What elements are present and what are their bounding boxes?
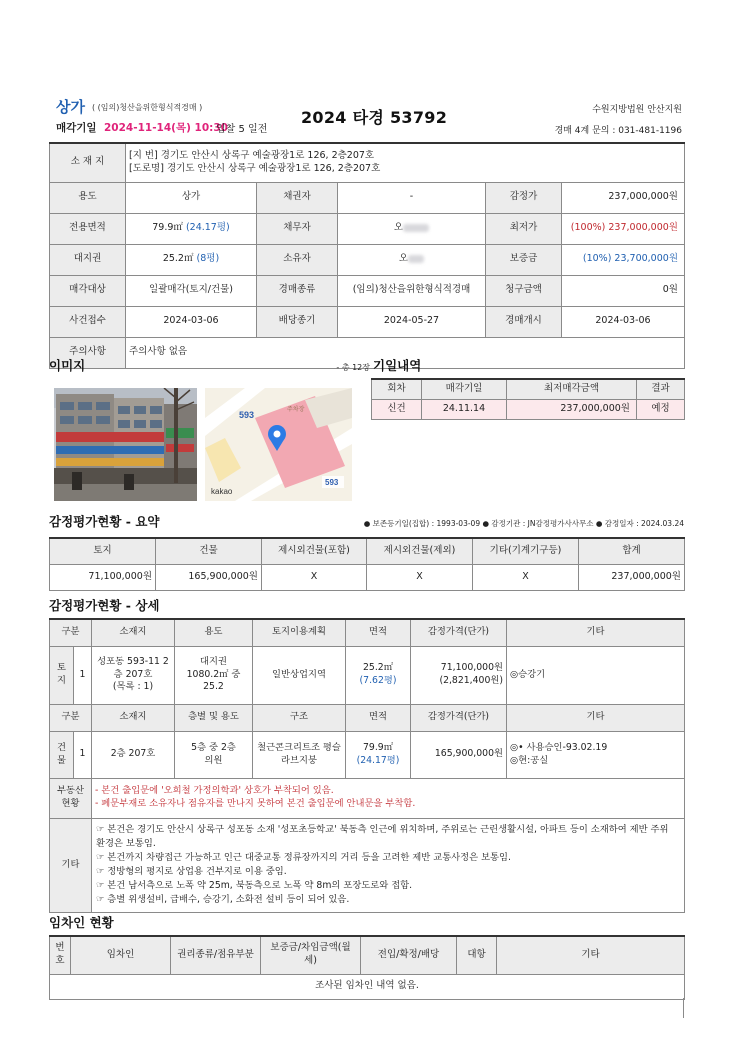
summary-other: X — [473, 564, 579, 590]
kakao-logo: kakao — [211, 487, 233, 496]
target-value: 일괄매각(토지/건물) — [126, 275, 257, 306]
etc-note: ☞ 본건까지 차량접근 가능하고 인근 대중교통 정류장까지의 거리 등을 고려한 제반 교통사정은 보통임. — [96, 852, 511, 864]
debtor-cell — [338, 213, 486, 244]
appraisal-label: 감정가 — [486, 182, 562, 213]
land-header-kind: 구분 — [50, 619, 92, 646]
kind-label: 경매종류 — [257, 275, 338, 306]
land-area: 25.2㎡ — [363, 662, 393, 674]
appraisal-meta: ● 보존등기일(집합) : 1993-03-09 ● 감정기관 : JN감정평가사사무소 ● 감정일자 : 2024.03.24 — [363, 519, 684, 528]
land-value: 25.2㎡ — [162, 253, 194, 265]
deposit-label: 보증금 — [486, 244, 562, 275]
creditor-label: 채권자 — [257, 182, 338, 213]
bldg-no: 1 — [74, 731, 92, 778]
tenant-header-dates: 전입/확정/배당 — [361, 936, 457, 974]
tenant-header-no: 번 호 — [50, 936, 71, 974]
bldg-header-etc: 기타 — [507, 704, 685, 731]
sale-date-label: 매각기일 — [56, 122, 97, 134]
land-location: 성포동 593-11 2층 207호 (목록 : 1) — [92, 646, 175, 704]
summary-title: 감정평가현황 - 요약 — [49, 514, 160, 529]
land-header-area: 면적 — [346, 619, 411, 646]
realestate-note: - 본건 출입문에 '오희철 가정의학과' 상호가 부착되어 있음. — [95, 785, 334, 797]
detail-title: 감정평가현황 - 상세 — [49, 598, 160, 613]
map-lot-label-2: 593 — [325, 478, 339, 487]
bldg-header-price: 감정가격(단가) — [411, 704, 507, 731]
owner-cell — [338, 244, 486, 275]
debtor-value: 오 — [393, 222, 404, 234]
sale-date: 2024-11-14(목) 10:30 — [104, 122, 228, 134]
tenants-title: 임차인 현황 — [49, 915, 114, 930]
summary-header-extra-excl: 제시외건물(제외) — [367, 538, 473, 564]
summary-header-building: 건물 — [156, 538, 262, 564]
bldg-area-cell — [346, 731, 411, 778]
appraisal-detail-table — [49, 618, 685, 913]
land-label: 대지권 — [50, 244, 126, 275]
bldg-location: 2층 207호 — [92, 731, 175, 778]
area-cell — [126, 213, 257, 244]
land-area-pyeong: (7.62평) — [359, 675, 397, 686]
bldg-area: 79.9㎡ — [363, 741, 393, 753]
summary-header-total: 합계 — [579, 538, 685, 564]
use-label: 용도 — [50, 182, 126, 213]
history-round: 신건 — [372, 399, 422, 419]
land-row — [50, 646, 685, 704]
history-header-price: 최저매각금액 — [507, 379, 637, 399]
bldg-header-floor: 층별 및 용도 — [175, 704, 253, 731]
area-label: 전용면적 — [50, 213, 126, 244]
realestate-note: - 폐문부재로 소유자나 점유자를 만나지 못하여 본건 출입문에 안내문을 부착함. — [95, 798, 416, 809]
owner-value: 오 — [398, 253, 409, 265]
bldg-kind: 건 물 — [50, 731, 74, 778]
etc-notes — [92, 818, 685, 912]
tenant-header-etc: 기타 — [497, 936, 685, 974]
etc-label: 기타 — [50, 818, 92, 912]
address-road: [도로명] 경기도 안산시 상록구 예술광장1로 126, 2층207호 — [129, 162, 381, 174]
bldg-price: 165,900,000원 — [411, 731, 507, 778]
use-value: 상가 — [126, 182, 257, 213]
bldg-etc: ◎• 사용승인-93.02.19 ◎현:공실 — [507, 731, 685, 778]
realestate-notes — [92, 778, 685, 818]
realestate-row — [50, 778, 685, 818]
land-kind: 토 지 — [50, 646, 74, 704]
land-cell — [126, 244, 257, 275]
deadline-value: 2024-05-27 — [338, 306, 486, 337]
summary-building: 165,900,000원 — [156, 564, 262, 590]
bldg-header-location: 소재지 — [92, 704, 175, 731]
history-header-round: 회차 — [372, 379, 422, 399]
property-info-table — [49, 142, 685, 369]
etc-note: ☞ 정방형의 평지로 상업용 건부지로 이용 중임. — [96, 866, 287, 877]
history-table — [371, 378, 685, 420]
deadline-label: 배당종기 — [257, 306, 338, 337]
history-title: 기일내역 — [373, 358, 422, 373]
address-lot: [지 번] 경기도 안산시 상록구 예술광장1로 126, 2층207호 — [129, 149, 375, 161]
realestate-label: 부동산 현황 — [50, 778, 92, 818]
etc-note: ☞ 본건 남서측으로 노폭 약 25m, 북동측으로 노폭 약 8m의 포장도로와 접함. — [96, 879, 413, 891]
summary-extra-incl: X — [262, 564, 367, 590]
court-contact: 경매 4계 문의 : 031-481-1196 — [554, 126, 682, 136]
tenant-header-name: 임차인 — [71, 936, 171, 974]
category: 상가 — [56, 98, 85, 116]
court-name: 수원지방법원 안산지원 — [592, 105, 682, 115]
appraisal-value: 237,000,000원 — [562, 182, 685, 213]
received-value: 2024-03-06 — [126, 306, 257, 337]
redaction-blur — [408, 255, 424, 263]
address-label: 소 재 지 — [50, 143, 126, 182]
bldg-floor: 5층 중 2층 의원 — [175, 731, 253, 778]
summary-total: 237,000,000원 — [579, 564, 685, 590]
kind-value: (임의)청산을위한형식적경매 — [338, 275, 486, 306]
table-edge-line — [683, 998, 684, 1018]
summary-header-land: 토지 — [50, 538, 156, 564]
history-header-date: 매각기일 — [422, 379, 507, 399]
bldg-structure: 철근콘크리트조 평슬라브지붕 — [253, 731, 346, 778]
building-photo-graphic — [54, 388, 197, 501]
etc-note: ☞ 본건은 경기도 안산시 상록구 성포동 소재 '성포초등학교' 북동측 인근에 위치하며, 주위로는 근린생활시설, 아파트 등이 소재하여 제반 주위 환경은 보통임. — [96, 824, 669, 850]
owner-label: 소유자 — [257, 244, 338, 275]
etc-note: ☞ 층별 위생설비, 급배수, 승강기, 소화전 설비 등이 되어 있음. — [96, 893, 350, 905]
summary-header-extra-incl: 제시외건물(포함) — [262, 538, 367, 564]
location-map[interactable] — [205, 388, 352, 501]
summary-extra-excl: X — [367, 564, 473, 590]
land-area-cell — [346, 646, 411, 704]
land-etc: ◎승강기 — [507, 646, 685, 704]
land-header-use: 용도 — [175, 619, 253, 646]
tenants-empty: 조사된 임차인 내역 없음. — [50, 974, 685, 999]
tenant-header-oppose: 대항 — [457, 936, 497, 974]
history-result: 예정 — [637, 399, 685, 419]
building-row — [50, 731, 685, 778]
map-lot-label: 593 — [239, 410, 255, 420]
history-header-result: 결과 — [637, 379, 685, 399]
redaction-blur — [403, 224, 429, 232]
tenant-header-deposit: 보증금/차임금액(월세) — [261, 936, 361, 974]
deposit-value: (10%) 23,700,000원 — [562, 244, 685, 275]
bldg-area-pyeong: (24.17평) — [356, 754, 400, 766]
start-value: 2024-03-06 — [562, 306, 685, 337]
days-remaining: 입찰 5 일전 — [216, 124, 268, 135]
image-count[interactable]: - 총 12장 — [336, 363, 370, 372]
history-date: 24.11.14 — [422, 399, 507, 419]
appraisal-summary-table — [49, 537, 685, 591]
target-label: 매각대상 — [50, 275, 126, 306]
bldg-header-kind: 구분 — [50, 704, 92, 731]
land-header-plan: 토지이용계획 — [253, 619, 346, 646]
history-price: 237,000,000원 — [507, 399, 637, 419]
map-parking-label: 주차장 — [287, 407, 305, 413]
land-header-etc: 기타 — [507, 619, 685, 646]
summary-header-other: 기타(기계기구등) — [473, 538, 579, 564]
etc-row — [50, 818, 685, 912]
land-use: 대지권 1080.2㎡ 중 25.2 — [175, 646, 253, 704]
address-cell — [126, 143, 685, 182]
area-pyeong: (24.17평) — [185, 222, 230, 234]
min-price-value: (100%) 237,000,000원 — [562, 213, 685, 244]
min-price-label: 최저가 — [486, 213, 562, 244]
bldg-header-area: 면적 — [346, 704, 411, 731]
claim-label: 청구금액 — [486, 275, 562, 306]
bldg-header-structure: 구조 — [253, 704, 346, 731]
claim-value: 0원 — [562, 275, 685, 306]
creditor-value: - — [338, 182, 486, 213]
building-photo[interactable] — [54, 388, 197, 501]
location-map-graphic — [205, 388, 352, 501]
land-header-price: 감정가격(단가) — [411, 619, 507, 646]
debtor-label: 채무자 — [257, 213, 338, 244]
auction-kind-note: ( (임의)청산을위한형식적경매 ) — [92, 103, 203, 112]
received-label: 사건접수 — [50, 306, 126, 337]
tenants-table — [49, 935, 685, 1000]
summary-land: 71,100,000원 — [50, 564, 156, 590]
caution-label: 주의사항 — [50, 337, 126, 368]
images-title: 이미지 — [49, 358, 86, 373]
history-row — [372, 399, 685, 419]
land-plan: 일반상업지역 — [253, 646, 346, 704]
land-pyeong: (8평) — [196, 253, 220, 265]
caution-value: 주의사항 없음 — [126, 337, 685, 368]
land-price: 71,100,000원 (2,821,400원) — [411, 646, 507, 704]
land-no: 1 — [74, 646, 92, 704]
tenant-header-right: 권리종류/점유부분 — [171, 936, 261, 974]
start-label: 경매개시 — [486, 306, 562, 337]
land-header-location: 소재지 — [92, 619, 175, 646]
area-value: 79.9㎡ — [152, 222, 183, 234]
case-number: 2024 타경 53792 — [301, 108, 448, 127]
case-header — [54, 96, 684, 138]
